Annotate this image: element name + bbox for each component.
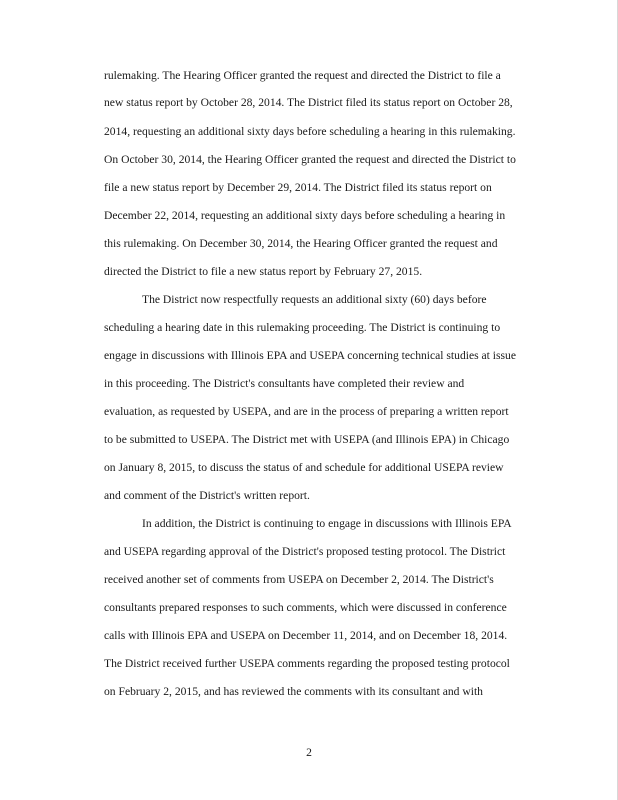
text-line: On October 30, 2014, the Hearing Officer granted the request and directed the District to: [104, 153, 516, 166]
text-line: and USEPA regarding approval of the District's proposed testing protocol. The District: [104, 545, 506, 558]
text-line: and comment of the District's written report.: [104, 489, 310, 502]
text-line: December 22, 2014, requesting an additional sixty days before scheduling a hearing in: [104, 209, 506, 222]
text-line: The District received further USEPA comments regarding the proposed testing protocol: [104, 657, 510, 670]
text-line: on February 2, 2015, and has reviewed the comments with its consultant and with: [104, 685, 483, 698]
text-line: this rulemaking. On December 30, 2014, the Hearing Officer granted the request and: [104, 237, 498, 250]
text-line: file a new status report by December 29, 2014. The District filed its status report on: [104, 181, 492, 194]
page-number: 2: [306, 746, 312, 759]
text-line: engage in discussions with Illinois EPA and USEPA concerning technical studies at issue: [104, 349, 516, 362]
text-line: scheduling a hearing date in this rulemaking proceeding. The District is continuing to: [104, 321, 501, 334]
text-line: 2014, requesting an additional sixty days before scheduling a hearing in this rulemaking.: [104, 125, 516, 138]
text-line: new status report by October 28, 2014. The District filed its status report on October 28,: [104, 96, 513, 109]
text-line: directed the District to file a new status report by February 27, 2015.: [104, 265, 423, 278]
text-line: in this proceeding. The District's consultants have completed their review and: [104, 377, 465, 390]
text-line: to be submitted to USEPA. The District met with USEPA (and Illinois EPA) in Chicago: [104, 433, 510, 446]
text-line: on January 8, 2015, to discuss the status of and schedule for additional USEPA review: [104, 461, 504, 474]
text-line: evaluation, as requested by USEPA, and are in the process of preparing a written report: [104, 405, 509, 418]
text-line: calls with Illinois EPA and USEPA on December 11, 2014, and on December 18, 2014.: [104, 629, 508, 642]
text-line: received another set of comments from USEPA on December 2, 2014. The District's: [104, 573, 494, 586]
text-line: The District now respectfully requests an additional sixty (60) days before: [142, 293, 487, 306]
text-line: rulemaking. The Hearing Officer granted the request and directed the District to file a: [104, 69, 501, 82]
text-line: In addition, the District is continuing to engage in discussions with Illinois EPA: [142, 517, 512, 530]
text-line: consultants prepared responses to such comments, which were discussed in conference: [104, 601, 507, 614]
